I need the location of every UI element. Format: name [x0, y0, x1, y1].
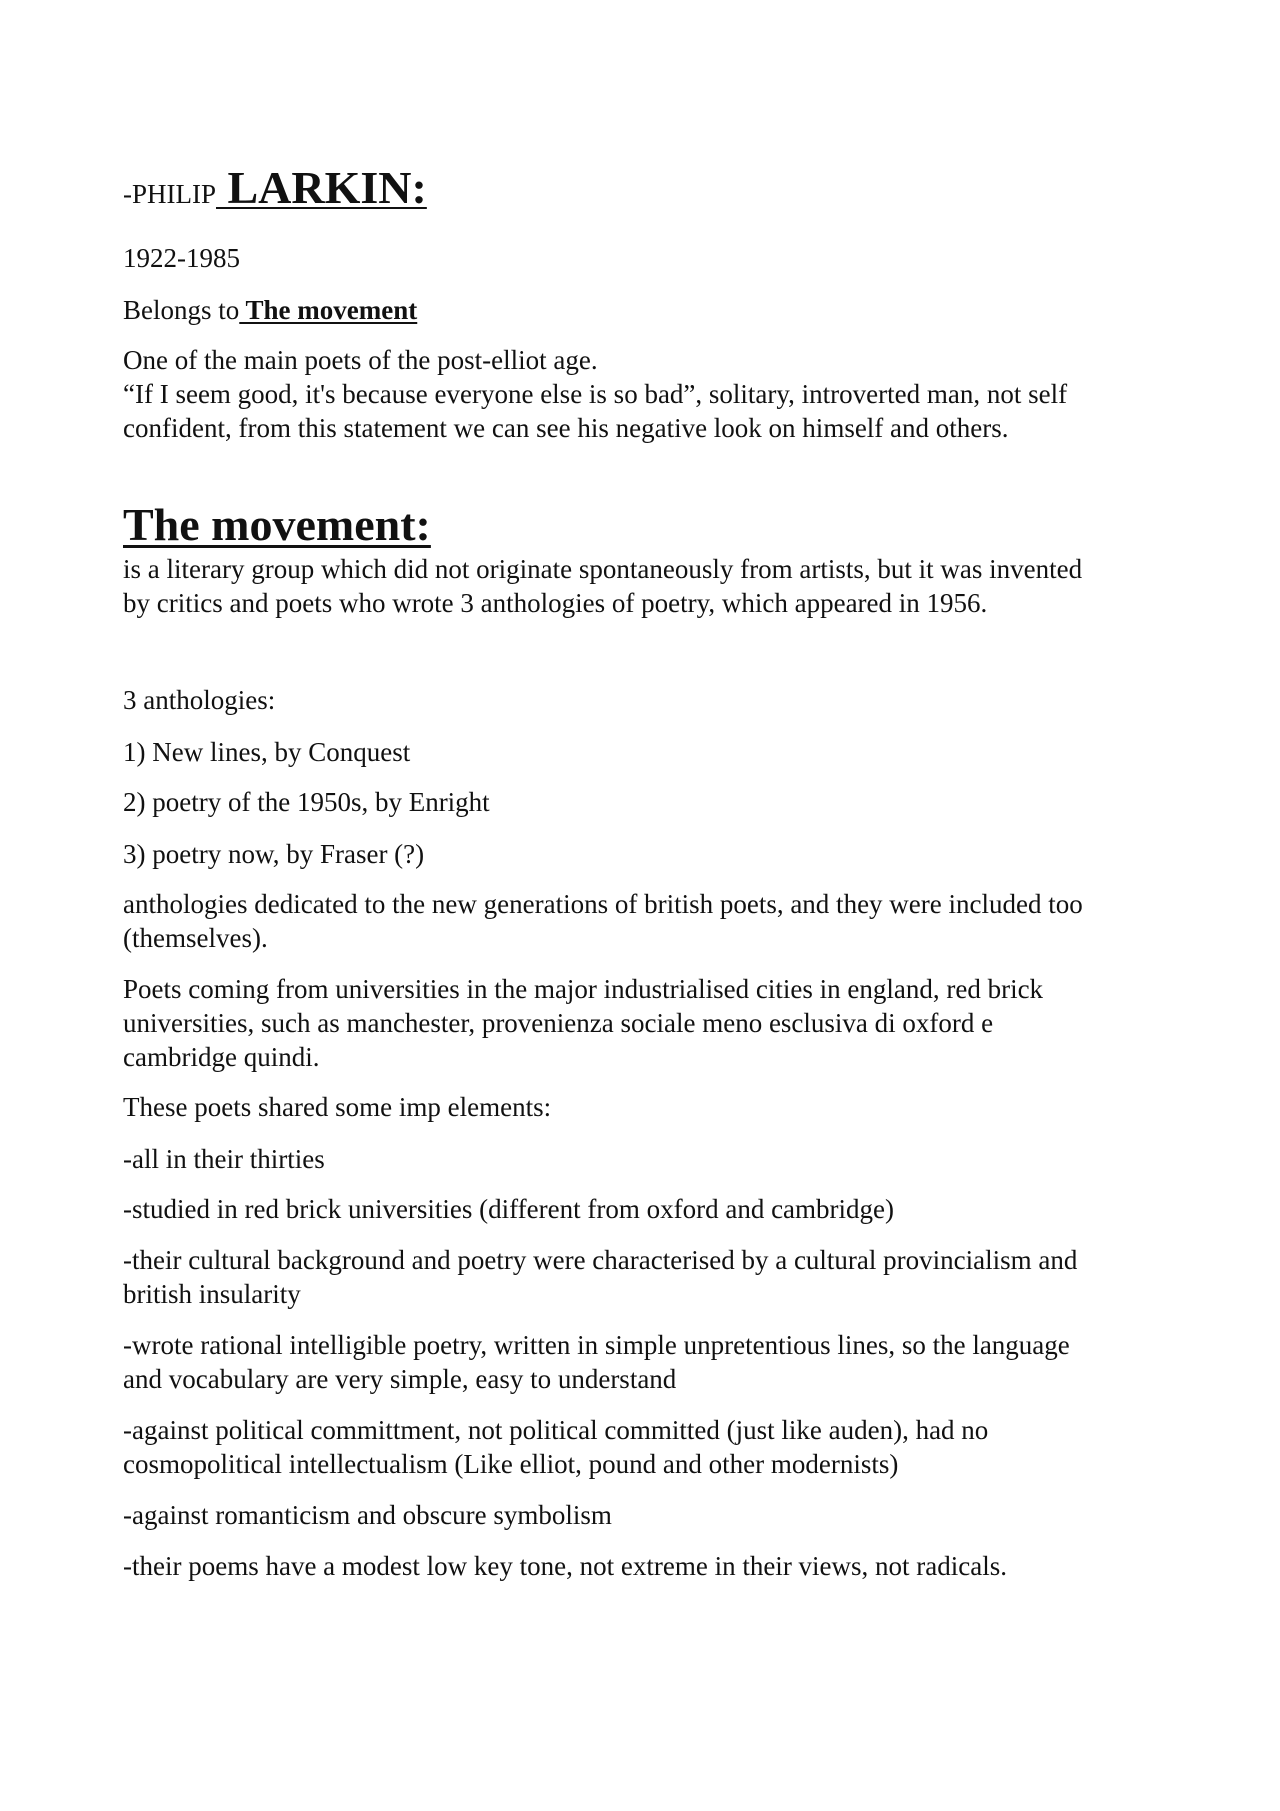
poets-origin-line: cambridge quindi.: [123, 1042, 320, 1072]
list-item-continuation: cosmopolitical intellectualism (Like elliot, pound and other modernists): [123, 1449, 899, 1479]
poets-origin-line: Poets coming from universities in the major industrialised cities in england, red brick: [123, 974, 1044, 1004]
page-title: [123, 160, 427, 222]
title-name: LARKIN:: [216, 162, 427, 213]
list-item: 2) poetry of the 1950s, by Enright: [123, 787, 490, 817]
intro-line: One of the main poets of the post-elliot age.: [123, 345, 598, 375]
belongs-text: Belongs to: [123, 295, 240, 325]
section-heading: The movement:: [123, 499, 431, 550]
belongs-line: [123, 293, 417, 327]
list-item: 1) New lines, by Conquest: [123, 737, 411, 767]
anthologies-note-line: anthologies dedicated to the new generations of british poets, and they were included too: [123, 889, 1083, 919]
list-item: -against political committment, not political committed (just like auden), had no: [123, 1415, 989, 1445]
list-item: -wrote rational intelligible poetry, written in simple unpretentious lines, so the language: [123, 1330, 1070, 1360]
intro-line: “If I seem good, it's because everyone else is so bad”, solitary, introverted man, not self: [123, 379, 1068, 409]
anthologies-note-line: (themselves).: [123, 923, 268, 953]
list-item: 3) poetry now, by Fraser (?): [123, 839, 425, 869]
list-item: -all in their thirties: [123, 1144, 325, 1174]
shared-elements-label: These poets shared some imp elements:: [123, 1092, 552, 1122]
title-prefix: -PHILIP: [123, 179, 216, 209]
list-item: -their cultural background and poetry were characterised by a cultural provincialism and: [123, 1245, 1078, 1275]
list-item: -studied in red brick universities (different from oxford and cambridge): [123, 1194, 895, 1224]
intro-line: confident, from this statement we can see his negative look on himself and others.: [123, 413, 1009, 443]
life-dates: 1922-1985: [123, 243, 240, 273]
list-item-continuation: and vocabulary are very simple, easy to understand: [123, 1364, 677, 1394]
movement-definition-line: by critics and poets who wrote 3 anthologies of poetry, which appeared in 1956.: [123, 588, 988, 618]
belongs-link: The movement: [239, 295, 418, 325]
list-item: -their poems have a modest low key tone, not extreme in their views, not radicals.: [123, 1551, 1007, 1581]
poets-origin-line: universities, such as manchester, provenienza sociale meno esclusiva di oxford e: [123, 1008, 994, 1038]
list-item-continuation: british insularity: [123, 1279, 301, 1309]
list-item: -against romanticism and obscure symbolism: [123, 1500, 612, 1530]
movement-definition-line: is a literary group which did not originate spontaneously from artists, but it was invented: [123, 554, 1083, 584]
anthologies-label: 3 anthologies:: [123, 685, 276, 715]
